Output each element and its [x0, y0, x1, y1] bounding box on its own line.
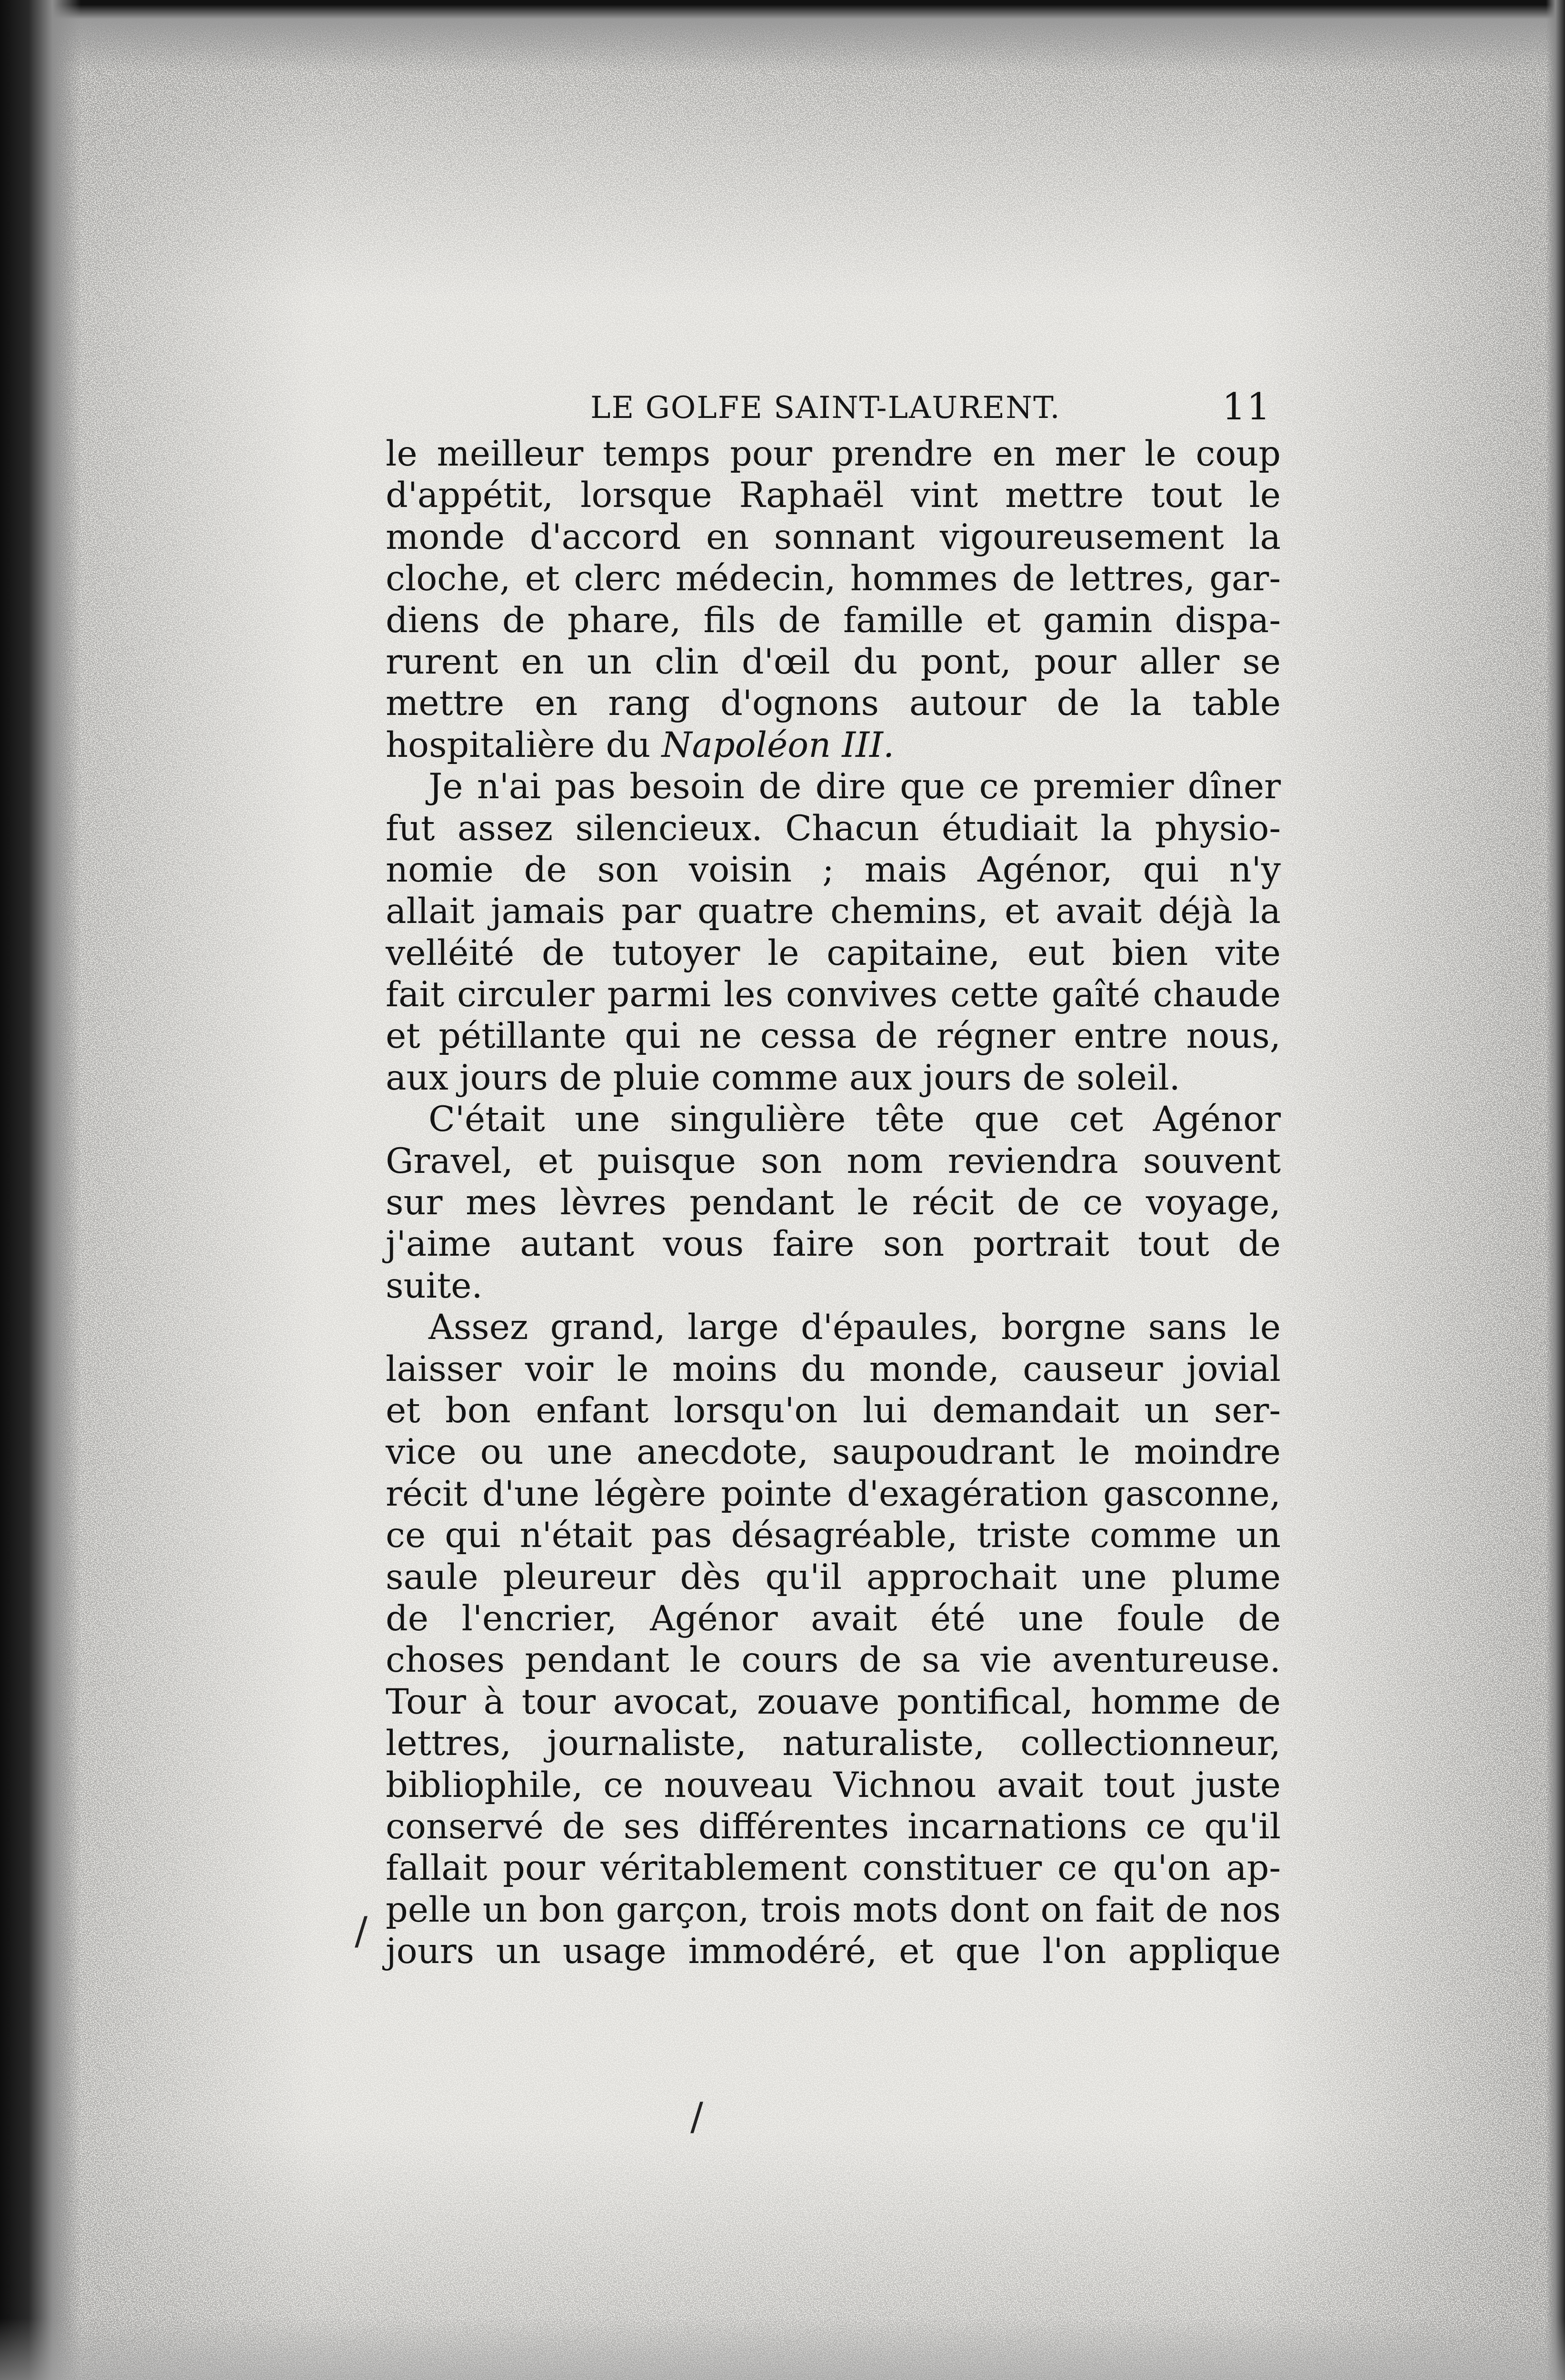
- text-line-content: sur mes lèvres pendant le récit de ce voyage,: [386, 1182, 1281, 1223]
- text-line-content: saule pleureur dès qu'il approchait une plume: [386, 1557, 1281, 1597]
- text-line-content: fait circuler parmi les convives cette gaîté chaude: [386, 974, 1281, 1015]
- pencil-mark: /: [690, 2094, 703, 2139]
- text-line-content: allait jamais par quatre chemins, et avait déjà la: [386, 891, 1281, 932]
- text-line-content: récit d'une légère pointe d'exagération gasconne,: [386, 1474, 1281, 1514]
- text-line-content: rurent en un clin d'œil du pont, pour aller se: [386, 642, 1281, 682]
- text-line-content: fut assez silencieux. Chacun étudiait la physio-: [386, 808, 1281, 849]
- text-line-content: mettre en rang d'ognons autour de la table: [386, 683, 1281, 724]
- text-line-content: bibliophile, ce nouveau Vichnou avait tout juste: [386, 1765, 1281, 1805]
- text-line-content: diens de phare, fils de famille et gamin dispa-: [386, 600, 1281, 641]
- text-line-content: choses pendant le cours de sa vie aventureuse.: [386, 1640, 1281, 1680]
- text-line-content: Tour à tour avocat, zouave pontifical, homme de: [386, 1682, 1281, 1722]
- text-line-content: jours un usage immodéré, et que l'on applique: [386, 1931, 1281, 1972]
- text-line-content: ce qui n'était pas désagréable, triste comme un: [386, 1515, 1281, 1556]
- text-line-content: lettres, journaliste, naturaliste, collectionneur,: [386, 1723, 1281, 1764]
- text-line-content: hospitalière du: [386, 725, 662, 765]
- text-line-content: Gravel, et puisque son nom reviendra souvent: [386, 1141, 1281, 1181]
- text-line-content: nomie de son voisin ; mais Agénor, qui n'y: [386, 850, 1281, 890]
- text-line-content: conservé de ses différentes incarnations ce qu'il: [386, 1806, 1281, 1847]
- text-line-content: fallait pour véritablement constituer ce qu'on ap-: [386, 1848, 1281, 1888]
- text-line-content: d'appétit, lorsque Raphaël vint mettre tout le: [386, 475, 1281, 516]
- text-line-content: et bon enfant lorsqu'on lui demandait un ser-: [386, 1390, 1281, 1431]
- text-line-content: pelle un bon garçon, trois mots dont on fait de nos: [386, 1890, 1281, 1930]
- text-line-content: Je n'ai pas besoin de dire que ce premier dîner: [429, 766, 1281, 807]
- text-line-content: j'aime autant vous faire son portrait tout de: [386, 1224, 1281, 1264]
- text-line-content: suite.: [386, 1266, 483, 1306]
- text-line-content: le meilleur temps pour prendre en mer le coup: [386, 434, 1281, 474]
- text-line-content: aux jours de pluie comme aux jours de soleil.: [386, 1058, 1180, 1098]
- text-line-content: de l'encrier, Agénor avait été une foule de: [386, 1598, 1281, 1639]
- text-line-content: Assez grand, large d'épaules, borgne sans le: [429, 1307, 1281, 1348]
- running-head-title: LE GOLFE SAINT-LAURENT.: [590, 390, 1061, 426]
- text-line-content: et pétillante qui ne cessa de régner entre nous,: [386, 1016, 1281, 1056]
- text-line-content: cloche, et clerc médecin, hommes de lettres, gar-: [386, 558, 1281, 599]
- text-line-content: laisser voir le moins du monde, causeur jovial: [386, 1349, 1281, 1389]
- italic-text: Napoléon III.: [662, 725, 895, 765]
- page-number: 11: [1222, 386, 1271, 428]
- text-line-content: velléité de tutoyer le capitaine, eut bien vite: [386, 933, 1281, 973]
- text-line-content: C'était une singulière tête que cet Agénor: [429, 1099, 1281, 1140]
- text-line-content: vice ou une anecdote, saupoudrant le moindre: [386, 1432, 1281, 1472]
- text-line-content: monde d'accord en sonnant vigoureusement la: [386, 517, 1281, 557]
- pencil-mark: /: [355, 1909, 368, 1953]
